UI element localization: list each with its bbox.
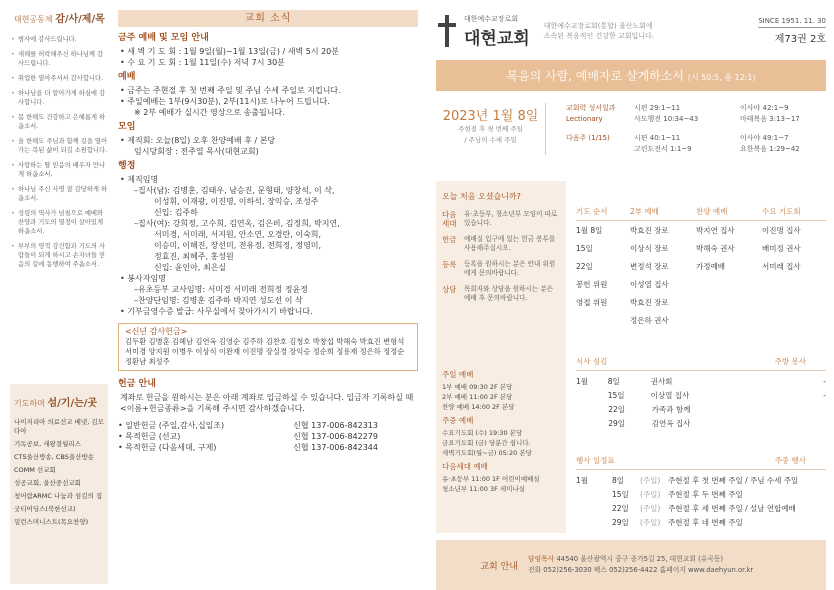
text: 신입: 윤인아, 최은실 [154, 263, 227, 272]
thanks-offering-box [118, 323, 418, 371]
event-cell: 29일 [612, 517, 629, 527]
duty-cell: 봉헌 위원 [576, 279, 608, 289]
meal-cell: 29일 [608, 418, 625, 428]
duty-col: 찬양 예배 [696, 207, 728, 216]
lect-label: Lectionary [566, 115, 603, 123]
issue-number: 제73권 2호 [758, 27, 826, 45]
event-row [576, 501, 826, 515]
event-cell: 8일 [612, 475, 625, 485]
meal-table [576, 356, 826, 430]
prayer-item: 청어람ARMC 나눔과 섬김의 집 [14, 492, 103, 500]
visitor-question: 오늘 처음 오셨습니까? [442, 192, 521, 201]
duty-col: 2부 예배 [630, 207, 659, 216]
thanks-item: • 성령의 역사가 넘침으로 예배와 찬양과 기도의 열정이 살아있게 하옵소서. [10, 209, 108, 236]
text: • 봉사자임명 [120, 274, 166, 283]
meal-cell: 김연옥 집사 [651, 418, 691, 428]
theme-banner [436, 60, 826, 91]
thanks-item: • 사랑하는 딸 믿음의 배우자 만나게 하옵소서. [10, 161, 108, 179]
service-times [436, 358, 566, 533]
prayer-box [10, 384, 108, 584]
thanks-title: <신년 감사헌금> [125, 327, 188, 336]
meal-row [576, 402, 826, 416]
meal-row [576, 374, 826, 388]
prayer-header: 기도하며 섬/기/는/곳 [14, 398, 98, 409]
meal-cell: 15일 [607, 390, 625, 400]
visitor-box [436, 181, 566, 371]
duty-col: 수요 기도회 [762, 207, 801, 216]
duty-row [576, 293, 826, 311]
account-name: • 목적헌금 (선교) [118, 432, 181, 441]
duty-col: 기도 순서 [576, 207, 608, 216]
events-heading: 행사 일정표 [576, 456, 615, 465]
account-name: • 일반헌금 (주일,감사,십일조) [118, 421, 225, 430]
prayer-item: 성공교회, 울산중선교회 [14, 479, 81, 487]
prayer-item: 나이지리아 의료선교 배냇, 김모다아 [14, 418, 104, 435]
event-row [576, 473, 826, 487]
date-box [436, 103, 546, 155]
duty-cell: 변정석 장로 [630, 261, 669, 271]
account-number: 신협 137-006-842279 [293, 432, 378, 441]
visitor-text: 예배실 입구에 있는 헌금 봉투를 사용해주십시오. [464, 235, 556, 252]
visitor-row [442, 285, 560, 303]
thanks-item: • 하나님을 더 알아가게 하심에 감사합니다. [10, 89, 108, 107]
event-cell: 주현절 후 첫 번째 주일 / 주님 수세 주일 [668, 475, 799, 485]
duty-cell: 이진명 집사 [762, 225, 801, 235]
text: • 새 벽 기 도 회 : 1월 9일(월)~1월 13일(금) / 새벽 5시 20분 [120, 47, 339, 56]
section-title: 예배 [118, 72, 136, 82]
duty-cell: 이성열 집사 [630, 279, 669, 289]
tagline: 대한예수교장로회(통합) 울산노회에 [543, 22, 653, 30]
visitor-key: 상담 [442, 285, 457, 294]
denomination: 대한예수교장로회 [464, 14, 519, 23]
footer-label: 교회 안내 [480, 561, 518, 572]
service-line: 청소년부 11:00 3F 세미나실 [442, 485, 526, 493]
thanks-item: • 부부의 영적 강건함과 기도의 사람들이 되게 하시고 손자녀들 믿음의 길에 동행하여 주옵소서. [10, 242, 108, 269]
meal-cell: 가족과 함께 [651, 404, 691, 414]
duty-cell: 영접 위원 [576, 297, 608, 307]
meal-cell: 이상열 집사 [650, 390, 690, 400]
meal-cell: - [823, 376, 826, 386]
prayer-item: 기독공보, 새왕결월리스 [14, 440, 81, 448]
visitor-key: 다음 세대 [442, 210, 457, 228]
section-title: 모임 [118, 122, 136, 132]
text: –유초등부 교사임명: 서미경 서미래 전희정 정윤정 [134, 285, 308, 294]
lect-ref: 고린도전서 1:1~9 [634, 145, 692, 153]
thanks-item: • 새해를 허락해주신 하나님께 감사드립니다. [10, 50, 108, 68]
meal-heading: 식사 섬김 [576, 357, 608, 366]
service-line: 새벽기도회(월~금) 05:20 본당 [442, 449, 532, 457]
event-cell: 주현절 후 두 번째 주일 [668, 489, 743, 499]
thanks-item: • 취업한 열아주셔서 감사합니다. [10, 74, 108, 83]
service-line: 찬양 예배 14:00 2F 본당 [442, 403, 515, 411]
events-table [576, 455, 826, 529]
section-title: 헌금 안내 [118, 379, 156, 389]
account-row [118, 442, 418, 453]
cross-icon [436, 15, 458, 47]
lectionary [546, 103, 826, 155]
event-cell: 주현절 후 네 번째 주일 [668, 517, 743, 527]
church-name: 대현교회 [464, 28, 530, 49]
since-date: SINCE 1951. 11. 30 [758, 17, 826, 25]
text: 이승미, 이해진, 장선미, 전유정, 전희정, 정영미, [154, 241, 322, 250]
duty-row [576, 311, 826, 329]
account-row [118, 420, 418, 431]
lect-ref: 요한복음 1:29~42 [740, 145, 800, 153]
service-line: 1부 예배 09:30 2F 본당 [442, 383, 513, 391]
text: –찬양단임명: 김병훈 김주하 박지연 성도선 이 삭 [134, 296, 303, 305]
theme-text: 복음의 사람, 예배자로 살게하소서 [506, 69, 684, 83]
duty-cell: 15일 [576, 243, 593, 253]
visitor-text: 등록을 원하시는 분은 안내 위원에게 문의바랍니다. [464, 260, 556, 277]
text: • 제직임명 [120, 175, 159, 184]
service-line: 금요기도회 (금) 당분간 쉽니다. [442, 439, 531, 447]
event-cell: 주현절 후 세 번째 주일 / 설날 연합예배 [668, 503, 796, 513]
thanks-item: • 하나님 주신 사명 잘 감당하게 하옵소서. [10, 185, 108, 203]
duty-header [576, 203, 826, 221]
bulletin-column [436, 8, 826, 574]
text: • 수 요 기 도 회 : 1월 11일(수) 저녁 7시 30분 [120, 58, 285, 67]
duty-cell: 박지연 집사 [696, 225, 735, 235]
text: • 주일예배는 1부(9시30분), 2부(11시)로 나누어 드립니다. [120, 97, 330, 106]
event-row [576, 515, 826, 529]
news-column [118, 10, 418, 453]
visitor-row [442, 260, 560, 278]
service-heading: 다음세대 예배 [442, 462, 488, 471]
meal-cell: 권사회 [650, 376, 673, 386]
meal-row [576, 388, 826, 402]
section-title: 금주 예배 및 모임 안내 [118, 33, 209, 43]
event-cell: (주일) [640, 489, 661, 499]
duty-cell: 박효진 장로 [630, 225, 669, 235]
service-heading: 주일 예배 [442, 370, 474, 379]
duty-row [576, 275, 826, 293]
bulletin-date: 2023년 1월 8일 [442, 109, 539, 124]
visitor-row [442, 210, 560, 228]
text: 계좌로 헌금을 원하시는 분은 아래 계좌로 입금하실 수 있습니다. 입금자 기록하실 때 <이름+헌금종류>을 기록해 주시면 감사하겠습니다. [120, 393, 414, 413]
contact: 전화 052)256-3030 팩스 052)256-4422 홈페이지 www.daehyun.or.kr [528, 566, 754, 574]
account-number: 신협 137-006-842344 [293, 443, 378, 452]
duty-cell: 이상식 장로 [630, 243, 669, 253]
duty-cell: 박효진 장로 [630, 297, 669, 307]
duty-row [576, 239, 826, 257]
event-cell: (주일) [640, 517, 661, 527]
duty-cell: 가정예배 [696, 261, 725, 271]
text: 이성휘, 이재광, 이진명, 이하석, 장익승, 조성주 [154, 197, 319, 206]
visitor-key: 헌금 [442, 235, 457, 244]
prayer-item: 밀런스머니스트(목요찬양) [14, 518, 89, 526]
event-cell: 22일 [612, 503, 629, 513]
event-cell: (주일) [640, 475, 661, 485]
event-cell: 15일 [612, 489, 629, 499]
footer-key: 담임목사 [528, 555, 555, 563]
service-line: 수요기도회 (수) 19:30 본당 [442, 429, 523, 437]
duty-cell: 배미정 권사 [762, 243, 801, 253]
text: • 금주는 주현절 후 첫 번째 주일 및 주님 수세 주일로 지킵니다. [120, 86, 341, 95]
duty-cell: 정은하 권사 [630, 315, 669, 325]
lect-ref: 사도행전 10:34~43 [634, 115, 699, 123]
duty-row [576, 257, 826, 275]
duty-row [576, 221, 826, 239]
lect-ref: 시편 40:1~11 [634, 134, 681, 142]
service-heading: 주중 예배 [442, 416, 474, 425]
text: 정효진, 최혜주, 홍성원 [154, 252, 234, 261]
text: ※ 2부 예배가 실시간 영상으로 송출됩니다. [134, 108, 285, 117]
service-line: 유·초등부 11:00 1F 어린이예배실 [442, 475, 540, 483]
section-title: 행정 [118, 161, 136, 171]
tagline: 소속된 복음적인 건강한 교회입니다. [543, 32, 655, 40]
meal-row [576, 416, 826, 430]
duty-cell: 서미래 집사 [762, 261, 801, 271]
visitor-text: 목회자와 상담을 원하시는 분은 예배 후 문의바랍니다. [464, 285, 554, 302]
thanks-item: • 범사에 감사드립니다. [10, 35, 108, 44]
duty-cell: 1월 8일 [576, 225, 603, 235]
event-cell: 1월 [576, 475, 589, 485]
duty-table [576, 203, 826, 329]
weekday-heading: 주중 행사 [774, 456, 806, 465]
text: 신입: 김주하 [154, 208, 198, 217]
text: –집사(남): 김병훈, 김태우, 남승진, 문형태, 양창석, 이 삭, [134, 186, 335, 195]
prayer-item: COMM 선교회 [14, 466, 56, 474]
footer [436, 540, 826, 590]
text: 임시당회장 : 전주열 목사(대현교회) [134, 147, 259, 156]
text: • 기부금영수증 발급: 사무실에서 찾아가시기 바랍니다. [120, 307, 313, 316]
visitor-key: 등록 [442, 260, 457, 269]
thanks-item: • 몸 한해도 건강하고 은혜롭게 하옵소서. [10, 113, 108, 131]
duty-cell: 22일 [576, 261, 593, 271]
meal-cell: 1월 [576, 376, 589, 386]
account-number: 신협 137-006-842313 [293, 421, 378, 430]
text: 서미경, 서미래, 서지원, 안소연, 오경란, 이숙희, [154, 230, 322, 239]
lect-ref: 이사야 49:1~7 [740, 134, 789, 142]
meal-cell: 22일 [608, 404, 625, 414]
visitor-row [442, 235, 560, 253]
church-logo [436, 14, 530, 49]
lect-ref: 시편 29:1~11 [634, 104, 681, 112]
duty-cell: 박해숙 권사 [696, 243, 735, 253]
news-title: 교회 소식 [118, 10, 418, 27]
lect-ref: 마태복음 3:13~17 [740, 115, 800, 123]
address: 44540 울산광역시 중구 종가5길 25, 대현교회 (유곡동) [556, 555, 724, 563]
kitchen-heading: 주방 봉사 [774, 357, 806, 366]
prayer-item: 굿티어딩스(북한선교) [14, 505, 76, 513]
event-cell: (주일) [640, 503, 661, 513]
text: • 제직회: 오늘(8일) 오후 찬양예배 후 / 본당 [120, 136, 276, 145]
lect-label: 다음주 (1/15) [566, 134, 610, 142]
lect-ref: 이사야 42:1~9 [740, 104, 789, 112]
prayer-item: CTS울산방송, CBS울산방송 [14, 453, 95, 461]
lect-label: 교회력 성서일과 [566, 104, 616, 112]
theme-ref: (시 50:5, 롬 12:1) [687, 73, 756, 82]
meal-cell: - [823, 390, 826, 400]
meal-cell: 8일 [607, 376, 620, 386]
date-sub: / 주님의 수세 주일 [464, 136, 517, 144]
thanks-names: 김두환 김병훈 김혜남 김연옥 김영순 김주하 김찬호 김청호 박창섭 박해숙 박효진 변형석 서미경 양지원 이병우 이상식 이완재 이진명 장실경 장익승 정순희 정용재 정은하 정정순 정환남 최성주 [125, 337, 405, 366]
visitor-text: 유·초등부, 청소년부 모임이 따로 있습니다. [464, 210, 558, 227]
account-name: • 목적헌금 (다음세대, 구제) [118, 443, 217, 452]
account-row [118, 431, 418, 442]
thanks-header: 대현공동체 감/사/제/목 [14, 14, 105, 25]
text: –집사(여): 강희정, 고수희, 김연옥, 김은비, 김정희, 박지연, [134, 219, 340, 228]
event-row [576, 487, 826, 501]
date-sub: 주현절 후 첫 번째 주일 [458, 125, 523, 133]
service-line: 2부 예배 11:00 2F 본당 [442, 393, 513, 401]
thanks-item: • 올 한해도 주님과 함께 길을 열어가는 복된 삶이 되길 소원합니다. [10, 137, 108, 155]
